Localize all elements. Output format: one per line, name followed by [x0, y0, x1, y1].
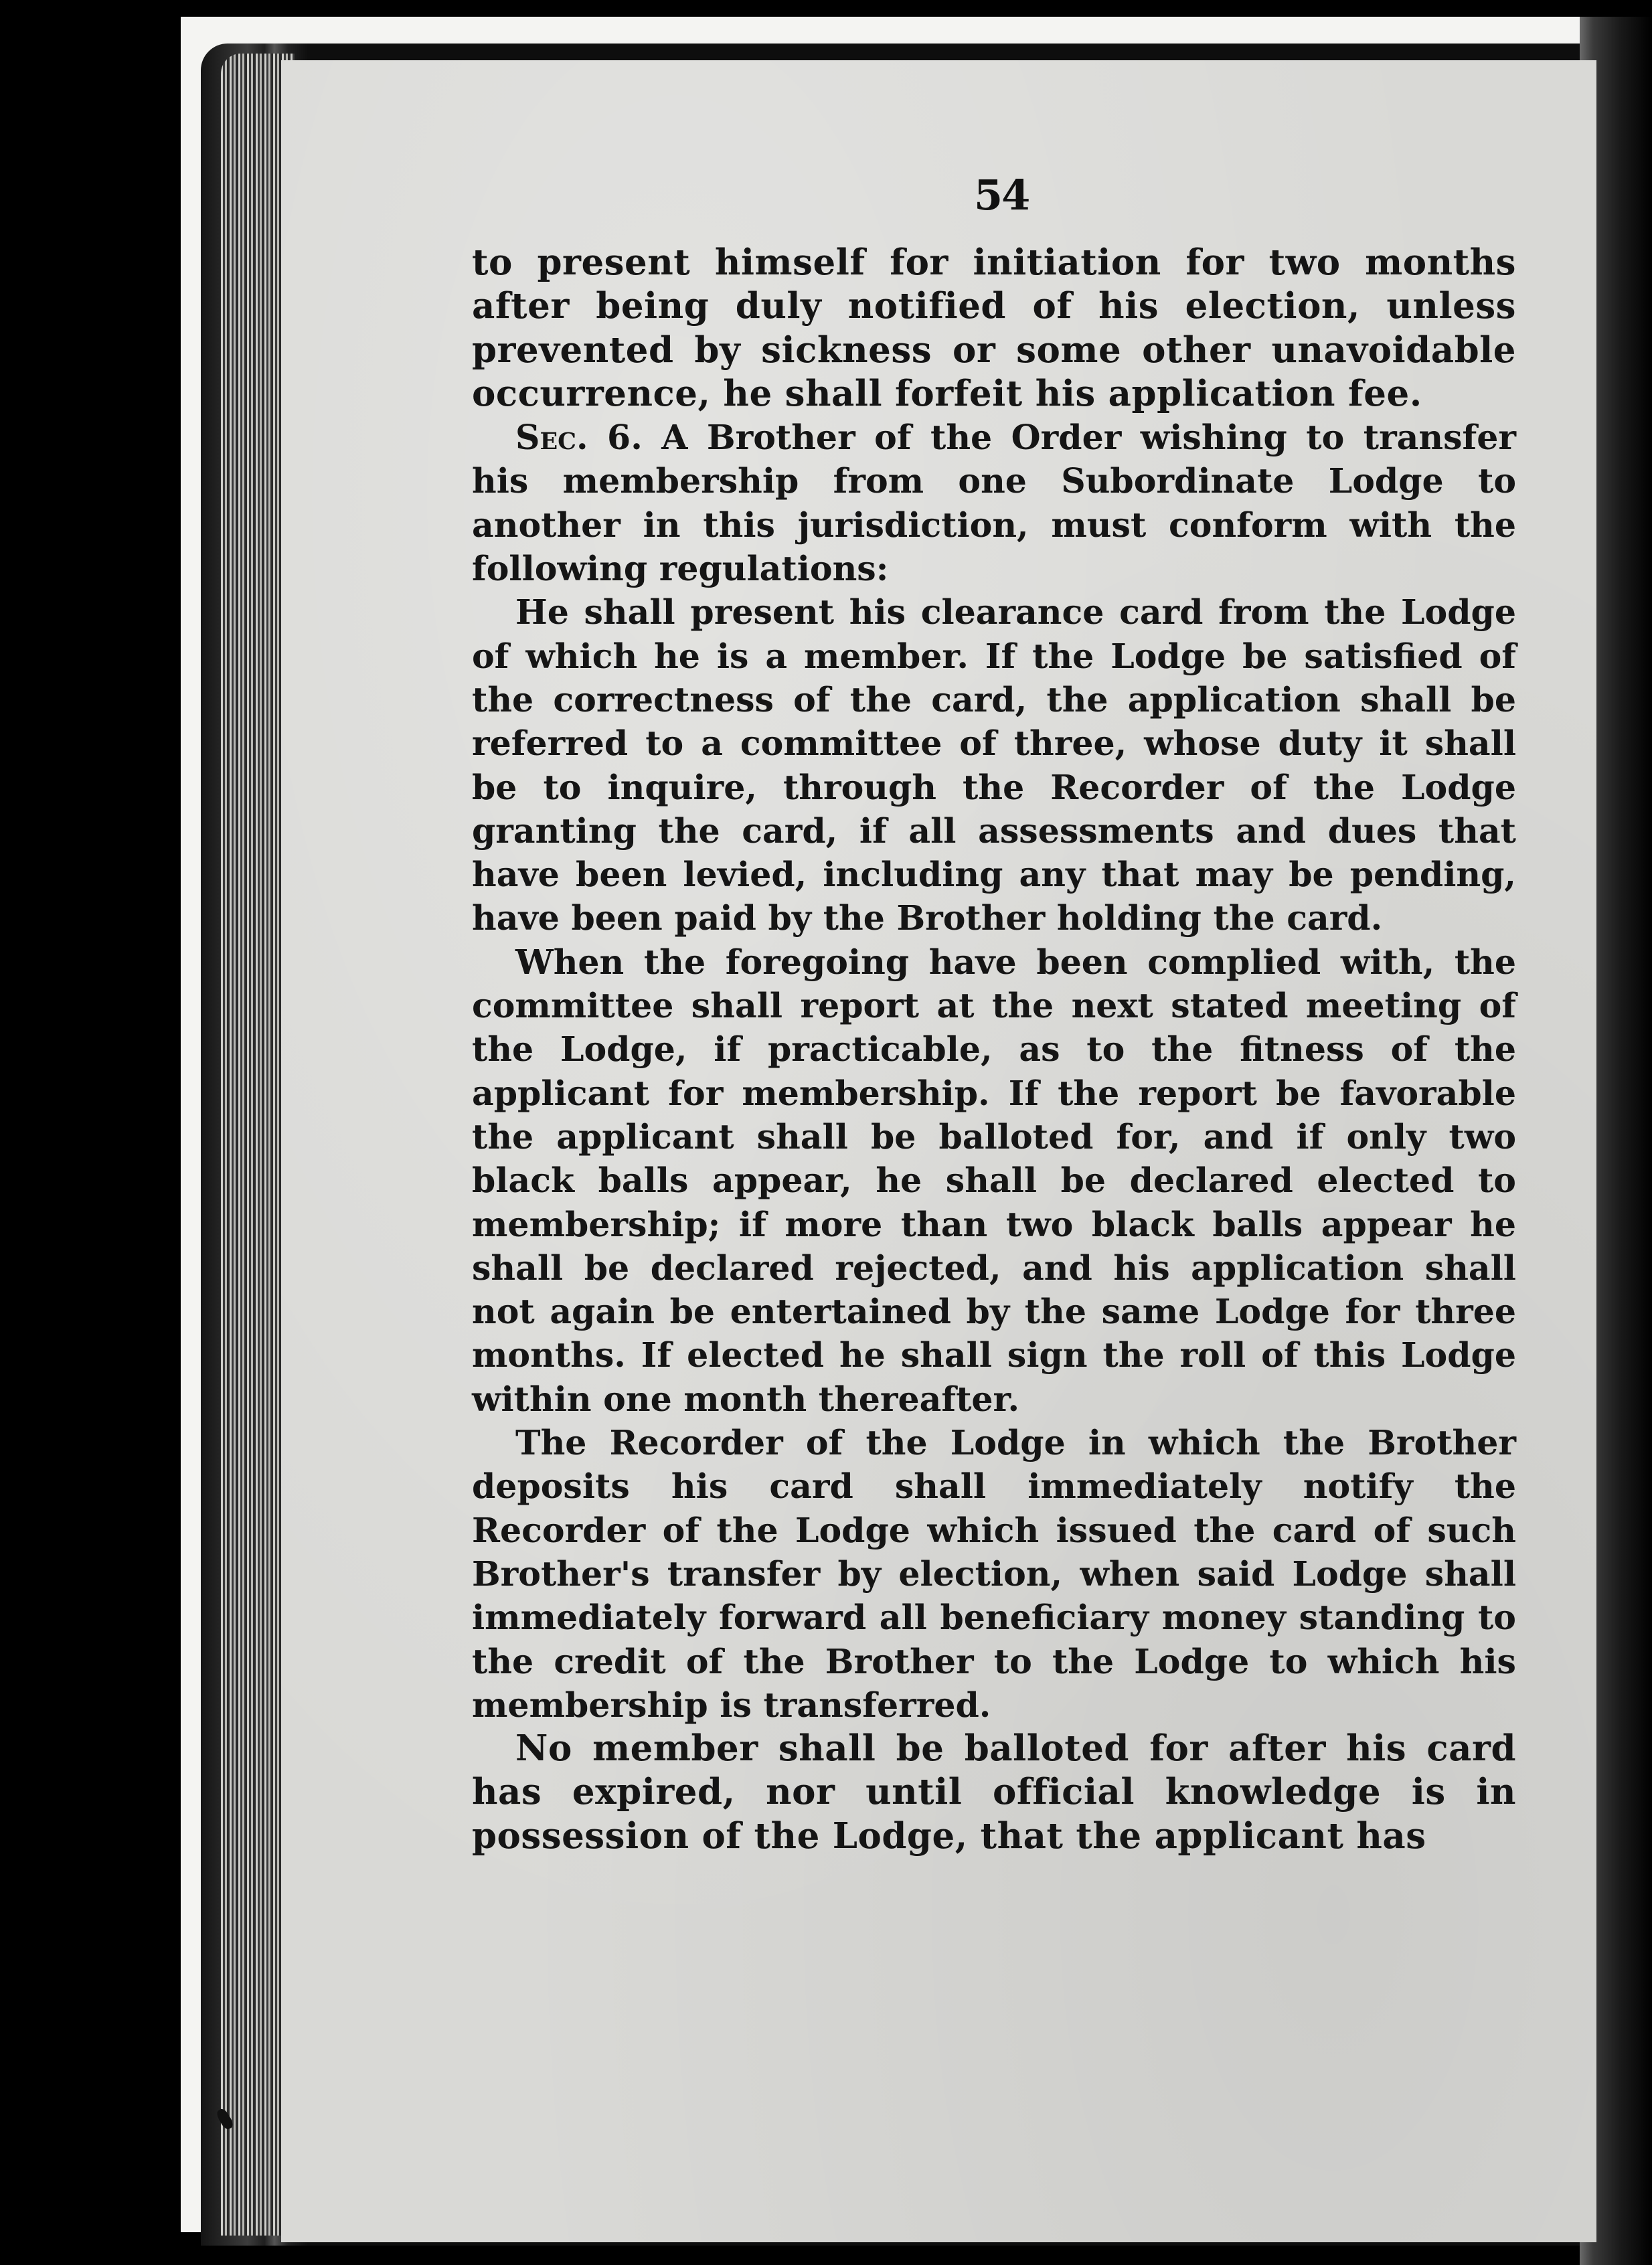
- paragraph-ballot-rule: No member shall be balloted for after his card has expired, nor until official knowledge is in possession of the Lodge, that the applicant has: [472, 1728, 1516, 1857]
- paragraph-sec-6: [472, 416, 1516, 590]
- page-text: [472, 241, 1516, 1858]
- paragraph-1: to present himself for initiation for two months after being duly notified of his election, unless prevented by sickness or some other unavoidable occurrence, he shall forfeit his application fee.: [472, 242, 1516, 414]
- paragraph-clearance-card: He shall present his clearance card from the Lodge of which he is a member. If the Lodge be satisfied of the correctness of the card, the application shall be referred to a committee of three, whose duty it shall be to inquire, through the Recorder of the Lodge granting the card, if all assessments and dues that have been levied, including any that may be pending, have been paid by the Brother holding the card.: [472, 592, 1516, 938]
- paragraph-recorder-notify: The Recorder of the Lodge in which the Brother deposits his card shall immediately notify the Recorder of the Lodge which issued the card of such Brother's transfer by election, when said Lodge shall immediately forward all beneficiary money standing to the credit of the Brother to the Lodge to which his membership is transferred.: [472, 1423, 1516, 1725]
- paragraph-committee-report: When the foregoing have been complied with, the committee shall report at the next stated meeting of the Lodge, if practicable, as to the fitness of the applicant for membership. If the report be favorable the applicant shall be balloted for, and if only two black balls appear, he shall be declared elected to membership; if more than two black balls appear he shall be declared rejected, and his application shall not again be entertained by the same Lodge for three months. If elected he shall sign the roll of this Lodge within one month thereafter.: [472, 942, 1516, 1419]
- paragraph-sec-6-text: A Brother of the Order wishing to transfer his membership from one Subordinate Lodge to another in this jurisdiction, must conform with the following regulations:: [472, 418, 1516, 589]
- section-label: Sec. 6.: [515, 418, 643, 458]
- page-number: 54: [974, 171, 1029, 220]
